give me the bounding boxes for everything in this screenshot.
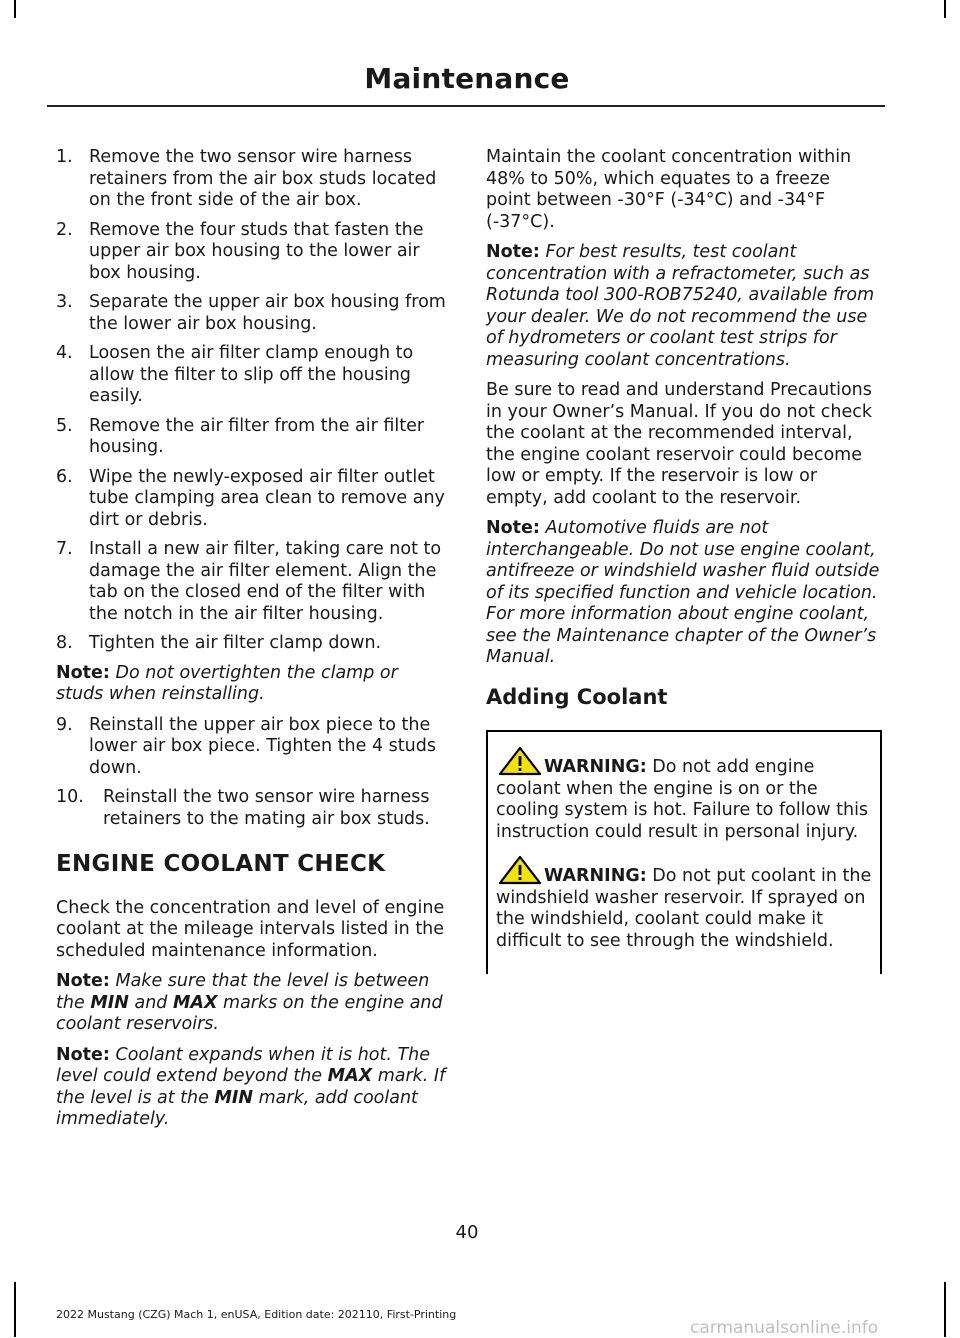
note-refractometer: Note: For best results, test coolant concentration with a refractometer, such as Rotunda tool 300-ROB75240, available from your dealer. We do not recommend the use of hydrometers or coolant test strips for measuring coolant concentrations. [486,242,875,370]
note-fluids: Note: Automotive fluids are not interchangeable. Do not use engine coolant, antifreeze or windshield washer fluid outside of its specified function and vehicle location. For more information about engine coolant, see the Maintenance chapter of the Owner’s Manual. [486,518,880,667]
warning-box [486,730,882,974]
section-heading: ENGINE COOLANT CHECK [56,851,386,877]
warning-washer-reservoir: WARNING: Do not put coolant in the windshield washer reservoir. If sprayed on the windshield, coolant could make it difficult to see through the windshield. [496,855,872,952]
page-number: 40 [455,1222,479,1243]
crop-mark-top-left [14,0,16,18]
warning-hot-engine: WARNING: Do not add engine coolant when the engine is on or the cooling system is hot. Failure to follow this instruction could result in personal injury. [496,746,872,843]
warning-triangle-icon [498,855,542,885]
precautions-paragraph: Be sure to read and understand Precautions in your Owner’s Manual. If you do not check the coolant at the recommended interval, the engine coolant reservoir could become low or empty. If the reservoir is low or empty, add coolant to the reservoir. [486,380,872,508]
list-item: 5. Remove the air filter from the air filter housing. [56,415,425,457]
note-level: Note: Make sure that the level is between the MIN and MAX marks on the engine and coolant reservoirs. [56,971,443,1034]
crop-mark-bottom-left [14,1282,16,1337]
note-expands: Note: Coolant expands when it is hot. The level could extend beyond the MAX mark. If the level is at the MIN mark, add coolant immediately. [56,1044,446,1129]
page-title: Maintenance [364,62,570,95]
reinstall-steps-2 [56,787,448,830]
list-item: 10. Reinstall the two sensor wire harness retainers to the mating air box studs. [56,787,430,829]
reinstall-steps [56,715,448,780]
edition-footer: 2022 Mustang (CZG) Mach 1, enUSA, Edition date: 202110, First-Printing [56,1308,457,1321]
list-item: 3. Separate the upper air box housing from the lower air box housing. [56,292,446,334]
watermark: carmanualsonline.info [690,1318,879,1338]
right-column [486,147,880,974]
crop-mark-bottom-right [944,1282,946,1337]
list-item: 8. Tighten the air filter clamp down. [56,633,382,653]
list-item: 6. Wipe the newly-exposed air filter outlet tube clamping area clean to remove any dirt or debris. [56,466,445,530]
note-overtighten: Note: Do not overtighten the clamp or studs when reinstalling. [56,662,398,704]
list-item: 2. Remove the four studs that fasten the upper air box housing to the lower air box housing. [56,219,424,283]
list-item: 7. Install a new air filter, taking care not to damage the air filter element. Align the tab on the closed end of the filter with the notch in the air filter housing. [56,539,442,624]
list-item: 9. Reinstall the upper air box piece to the lower air box piece. Tighten the 4 studs down. [56,714,436,778]
concentration-paragraph: Maintain the coolant concentration within 48% to 50%, which equates to a freeze point between -30°F (-34°C) and -34°F (-37°C). [486,147,852,232]
list-item: 4. Loosen the air filter clamp enough to allow the filter to slip off the housing easily. [56,343,414,406]
crop-mark-top-right [944,0,946,18]
coolant-intro: Check the concentration and level of engine coolant at the mileage intervals listed in the scheduled maintenance information. [56,897,445,961]
warning-triangle-icon [498,746,542,776]
air-filter-steps [56,147,448,655]
list-item: 1. Remove the two sensor wire harness retainers from the air box studs located on the front side of the air box. [56,147,437,210]
left-column [56,147,448,1140]
header-divider [47,105,885,107]
adding-coolant-heading: Adding Coolant [486,684,668,709]
